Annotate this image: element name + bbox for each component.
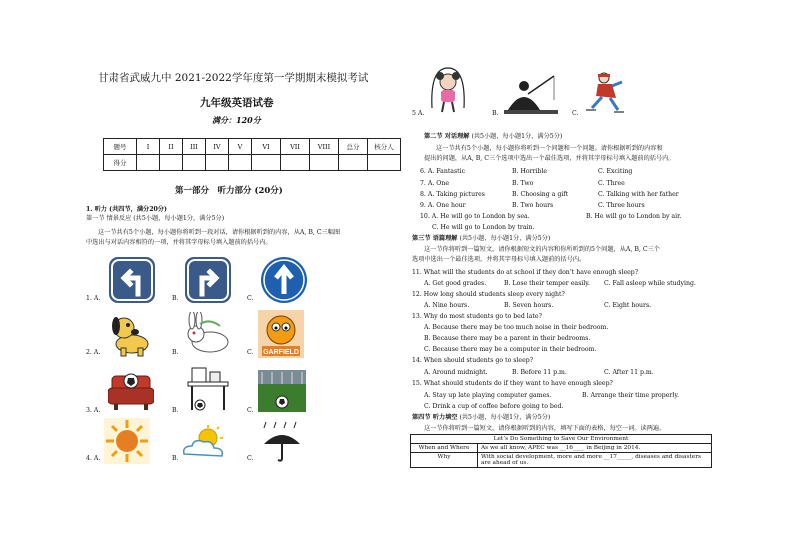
score-blank-cell (368, 155, 401, 171)
q3-label-c: C. (247, 407, 254, 414)
score-table (103, 138, 401, 171)
q4-label-b: B. (172, 455, 179, 462)
q15-option-b: B. Arrange their time properly. (582, 392, 679, 399)
q3-label-a: 3. A. (86, 407, 101, 414)
q6-option-c: C. Exciting (598, 168, 633, 175)
score-blank-cell (206, 155, 229, 171)
q1-label-b: B. (172, 295, 179, 302)
q15-option-c: C. Drink a cup of coffee before going to bed. (424, 403, 564, 410)
q10-option-b: B. He will go to London by air. (586, 213, 682, 220)
score-blank-cell (229, 155, 252, 171)
q11-option-b: B. Lose their temper easily. (504, 280, 590, 287)
environment-table (410, 434, 712, 468)
score-header-cell: 核分人 (368, 139, 401, 155)
dog-cartoon-icon (106, 310, 158, 358)
score-blank-cell (183, 155, 206, 171)
q8-option-b: B. Choosing a gift (512, 191, 569, 198)
rainy-umbrella-icon (260, 420, 304, 464)
q12-text: 12. How long should students sleep every night? (412, 291, 565, 298)
q8-option-c: C. Talking with her father (598, 191, 679, 198)
score-header-cell: IV (206, 139, 229, 155)
q1-label-c: C. (247, 295, 254, 302)
q2-label-a: 2. A. (86, 349, 101, 356)
q11-option-c: C. Fall asleep while studying. (604, 280, 696, 287)
q15-text: 15. What should students do if they want to have enough sleep? (412, 380, 613, 387)
section3-title: 第三节 语篇理解 (412, 235, 458, 242)
q6-option-a: 6. A. Fantastic (420, 168, 466, 175)
section2-instruction-cont: 提出的问题，从A, B, C三个选项中选出一个最佳选项，并将其字母标号填入题前的括号内。 (424, 155, 675, 162)
q13-option-c: C. Because there may be a computer in their bedroom. (424, 346, 597, 353)
section3-note: (共5小题，每小题1分，满分5分) (459, 235, 551, 242)
q14-option-b: B. Before 11 p.m. (512, 369, 567, 376)
q2-label-c: C. (247, 349, 254, 356)
score-header-cell: 总分 (339, 139, 368, 155)
cloudy-sun-icon (178, 424, 230, 462)
q10-option-a: 10. A. He will go to London by sea. (420, 213, 530, 220)
q13-option-a: A. Because there may be too much noise in their bedroom. (424, 324, 609, 331)
score-blank-cell (310, 155, 339, 171)
score-blank-cell (160, 155, 183, 171)
sunny-icon (104, 418, 150, 464)
q7-option-a: 7. A. One (420, 180, 449, 187)
score-header-cell: VI (252, 139, 281, 155)
ball-on-sofa-icon (108, 364, 154, 412)
score-header-cell: V (229, 139, 252, 155)
row-when-where-label: When and Where (411, 444, 478, 453)
q2-label-b: B. (172, 349, 179, 356)
score-header-cell: 题号 (104, 139, 137, 155)
part1-title: 第一部分 听力部分 (20分) (175, 186, 283, 196)
q14-text: 14. When should students go to sleep? (412, 357, 534, 364)
exam-subtitle: 九年级英语试卷 (200, 97, 274, 109)
score-blank-cell (281, 155, 310, 171)
ice-skater-icon (582, 70, 626, 116)
q8-option-a: 8. A. Taking pictures (420, 191, 485, 198)
girl-skipping-rope-icon (426, 64, 470, 116)
garfield-logo-text: GARFIELD (263, 349, 299, 356)
q4-label-a: 4. A. (86, 455, 101, 462)
section1-title: 第一节 情景反应 (共5小题，每小题1分，满分5分) (86, 215, 225, 222)
q11-text: 11. What will the students do at school if they don’t have enough sleep? (412, 269, 639, 276)
q12-option-c: C. Eight hours. (604, 302, 652, 309)
listening-section-title: 1. 听力 (共四节，满分20分) (86, 206, 167, 213)
score-row-label: 得分 (104, 155, 137, 171)
ball-under-desk-icon (182, 364, 234, 414)
q6-option-b: B. Horrible (512, 168, 548, 175)
q7-option-b: B. Two (512, 180, 534, 187)
section3-instruction-cont: 选项中选出一个最佳选项，并将其字母标号填入题前的括号内。 (412, 256, 586, 263)
garfield-cat-icon (258, 310, 304, 358)
score-blank-cell (137, 155, 160, 171)
fishing-man-icon (504, 70, 558, 114)
section4-note: (共5小题，每小题1分，满分5分) (459, 414, 551, 421)
score-header-cell: I (137, 139, 160, 155)
q5-label-a: 5 A. (412, 110, 425, 117)
turn-right-sign-icon (184, 256, 232, 304)
section2-instruction: 这一节共有5个小题，每小题你将听到一个问题和一个问题。请你根据听到的内容和 (436, 145, 663, 152)
turn-left-sign-icon (108, 256, 156, 304)
q9-option-a: 9. A. One hour (420, 202, 466, 209)
section3-instruction: 这一节你将听到一篇短文，请你根据短文的内容和你所听到的5个问题，从A, B, C三个 (424, 246, 660, 253)
environment-table-header: Let’s Do Something to Save Our Environment (411, 435, 712, 444)
go-straight-sign-icon (260, 256, 308, 304)
q11-option-a: A. Get good grades. (424, 280, 487, 287)
q3-label-b: B. (172, 407, 179, 414)
q14-option-c: C. After 11 p.m. (604, 369, 654, 376)
row-why-text: With social development, more and more __17_____, diseases and disasters are ahead of us. (478, 453, 712, 468)
q9-option-c: C. Three hours (598, 202, 645, 209)
score-header-cell: II (160, 139, 183, 155)
score-header-cell: III (183, 139, 206, 155)
q12-option-b: B. Seven hours. (504, 302, 554, 309)
q5-label-c: C. (572, 110, 579, 117)
score-header-cell: VII (281, 139, 310, 155)
ball-on-field-icon (258, 370, 306, 412)
score-blank-cell (252, 155, 281, 171)
score-blank-cell (339, 155, 368, 171)
q14-option-a: A. Around midnight. (424, 369, 488, 376)
q10-option-c: C. He will go to London by train. (432, 224, 535, 231)
q13-text: 13. Why do most students go to bed late? (412, 313, 542, 320)
score-header-cell: VIII (310, 139, 339, 155)
rabbit-drawing-icon (180, 312, 236, 356)
q12-option-a: A. Nine hours. (424, 302, 470, 309)
section1-instruction: 这一节共有5个小题，每小题你将听到一段对话，请你根据听到的内容，从A, B, C三幅图 (98, 229, 341, 236)
section2-note: (共5小题，每小题1分，满分5分) (471, 133, 563, 140)
row-when-where-text: As we all know, APEC was __16____ in Beijing in 2014. (478, 444, 712, 453)
q13-option-b: B. Because there may be a parent in their bedrooms. (424, 335, 591, 342)
section4-title: 第四节 听力填空 (412, 414, 458, 421)
exam-title: 甘肃省武威九中 2021-2022学年度第一学期期末模拟考试 (98, 72, 369, 84)
section1-instruction-cont: 中选出与对话内容相符的一项，并将其字母标号填入题前的括号内。 (86, 239, 272, 246)
q7-option-c: C. Three (598, 180, 625, 187)
full-score: 满分：120分 (212, 115, 261, 125)
section4-instruction: 这一节你将听到一篇短文，请你根据听到的内容，填写下面的表格，每空一词。读两遍。 (424, 425, 666, 432)
q1-label-a: 1. A. (86, 295, 101, 302)
q4-label-c: C. (247, 455, 254, 462)
q5-label-b: B. (492, 110, 499, 117)
section2-title: 第二节 对话理解 (424, 133, 470, 140)
row-why-label: Why (411, 453, 478, 468)
q15-option-a: A. Stay up late playing computer games. (424, 392, 552, 399)
q9-option-b: B. Two hours (512, 202, 554, 209)
